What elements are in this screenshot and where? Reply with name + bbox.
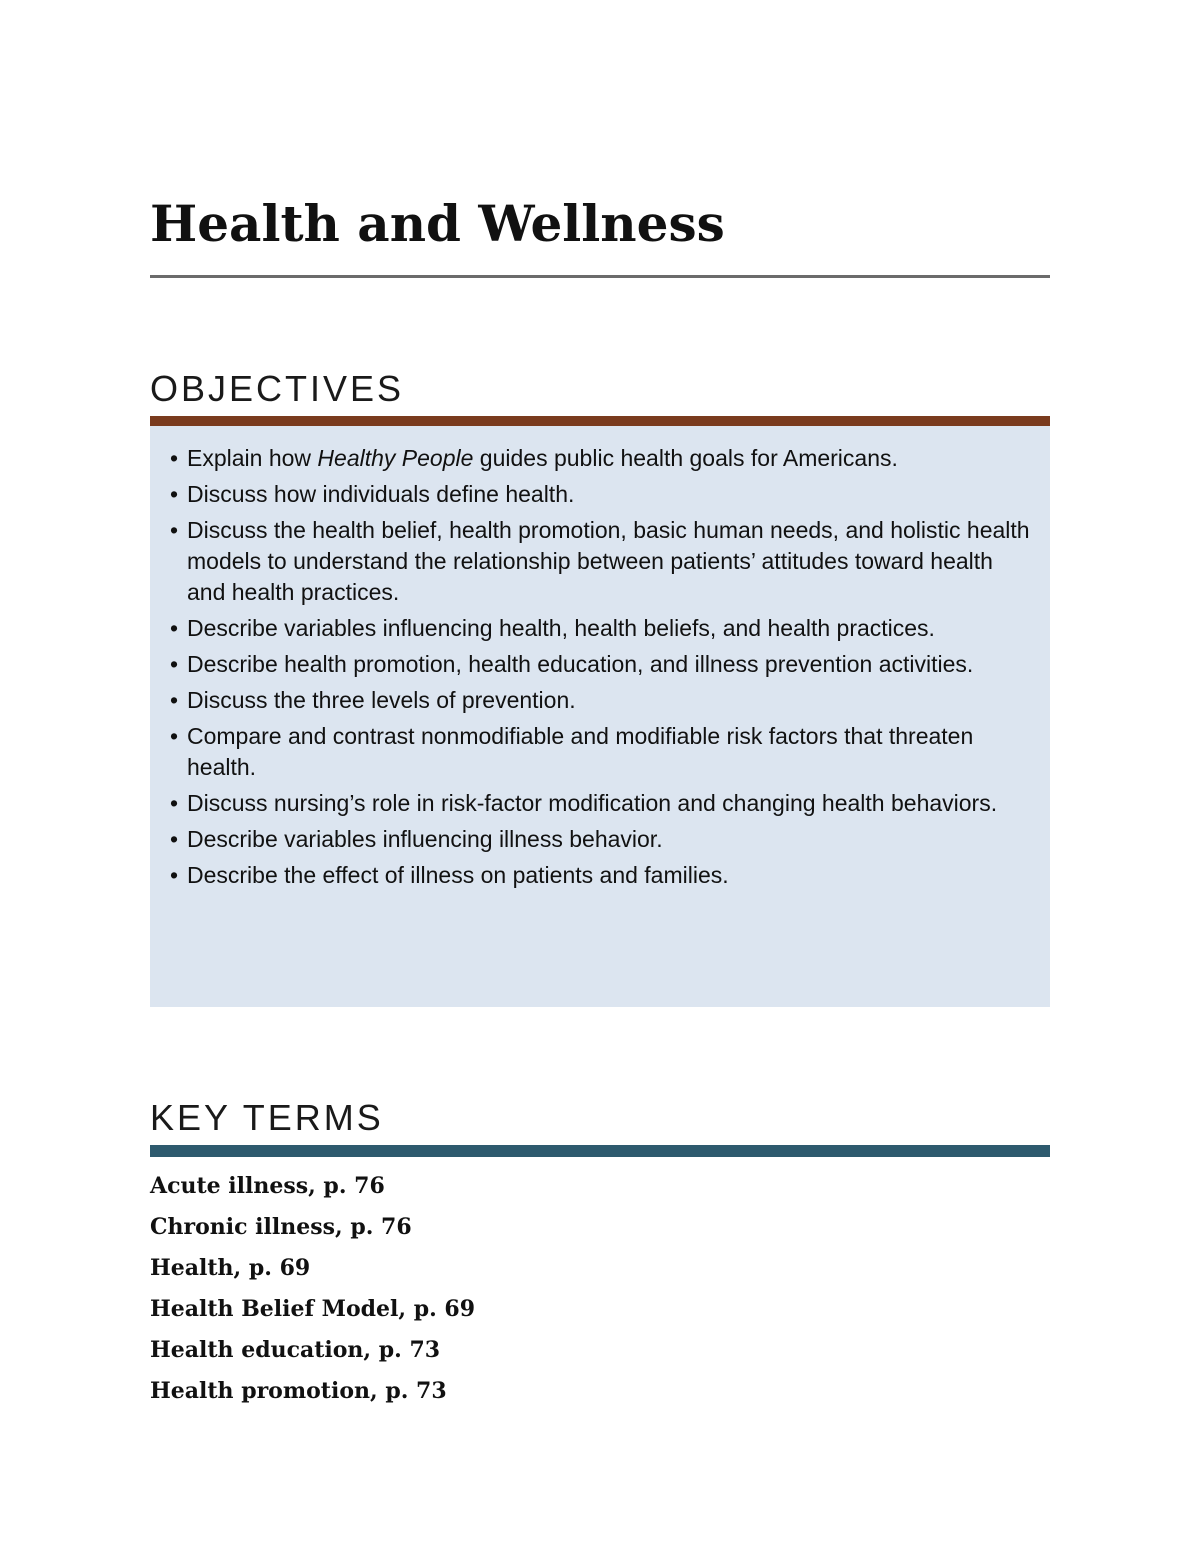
bullet-icon: • [170, 687, 179, 713]
objective-text: Describe health promotion, health education, and illness prevention activities. [187, 651, 974, 677]
objectives-box [150, 426, 1050, 1007]
key-term-item: Acute illness, p. 76 [150, 1173, 385, 1199]
bullet-icon: • [170, 862, 179, 888]
bullet-icon: • [170, 445, 179, 471]
key-terms-divider [150, 1145, 1050, 1157]
bullet-icon: • [170, 723, 179, 749]
objective-item [170, 649, 1036, 680]
bullet-icon: • [170, 651, 179, 677]
objective-text: Compare and contrast nonmodifiable and modifiable risk factors that threaten health. [187, 723, 974, 780]
objective-text: Discuss how individuals define health. [187, 481, 575, 507]
objective-item [170, 515, 1036, 608]
title-divider [150, 275, 1050, 278]
objective-item [170, 479, 1036, 510]
key-term-item: Health Belief Model, p. 69 [150, 1296, 476, 1322]
bullet-icon: • [170, 790, 179, 816]
objective-text: Discuss the health belief, health promotion, basic human needs, and holistic health models to understand the relationship between patients’ attitudes toward health and health practices. [187, 517, 1030, 605]
page-title: Health and Wellness [150, 194, 725, 253]
objective-text: Discuss nursing’s role in risk-factor modification and changing health behaviors. [187, 790, 998, 816]
objective-item [170, 613, 1036, 644]
key-term-item: Chronic illness, p. 76 [150, 1214, 412, 1240]
key-term-item: Health, p. 69 [150, 1255, 311, 1281]
objective-text: Describe variables influencing health, health beliefs, and health practices. [187, 615, 935, 641]
bullet-icon: • [170, 481, 179, 507]
objectives-divider [150, 416, 1050, 426]
objectives-list [170, 426, 1036, 896]
objective-item [170, 788, 1036, 819]
key-terms-heading: KEY TERMS [150, 1097, 384, 1138]
objective-item [170, 443, 1036, 474]
bullet-icon: • [170, 517, 179, 543]
objective-text-italic: Healthy People [317, 445, 474, 471]
objective-text: Describe variables influencing illness behavior. [187, 826, 663, 852]
objective-item [170, 721, 1036, 783]
objective-text: Discuss the three levels of prevention. [187, 687, 576, 713]
objectives-heading: OBJECTIVES [150, 368, 405, 409]
key-terms-list [150, 1166, 1050, 1412]
objective-item [170, 860, 1036, 891]
objective-text: Describe the effect of illness on patients and families. [187, 862, 729, 888]
objective-item [170, 824, 1036, 855]
objective-text-start: Explain how [187, 445, 318, 471]
key-term-item: Health education, p. 73 [150, 1337, 441, 1363]
objective-text-end: guides public health goals for Americans. [473, 445, 898, 471]
bullet-icon: • [170, 615, 179, 641]
bullet-icon: • [170, 826, 179, 852]
objective-item [170, 685, 1036, 716]
key-term-item: Health promotion, p. 73 [150, 1378, 447, 1404]
